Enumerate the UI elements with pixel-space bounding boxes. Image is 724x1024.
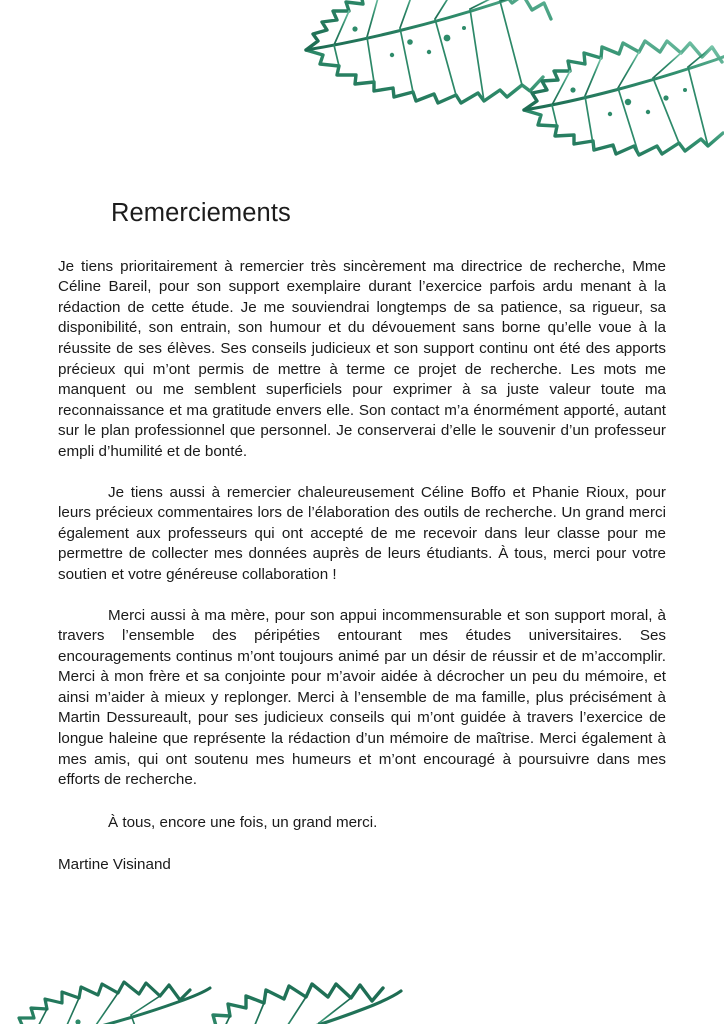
leaf-ornament-top	[292, 0, 724, 182]
signature-name: Martine Visinand	[58, 856, 171, 874]
leaf-shape-a	[306, 0, 560, 103]
leaf-dots-c	[34, 1019, 122, 1024]
leaf-shape-d	[182, 984, 401, 1024]
document-body	[58, 198, 666, 876]
paragraph-3: Merci aussi à ma mère, pour son appui incommensurable et son support moral, à travers l’ensemble des péripéties entourant mes études universitaires. Ses encouragements continus m’ont toujours animé par un désir de réussir et de m’accomplir. Merci à mon frère et sa conjointe pour m’avoir aidée à décrocher un peu du mémoire, et ainsi m’aider à mieux y replonger. Merci à l’ensemble de ma famille, plus précisément à Martin Dessureault, pour ses judicieux conseils qui m’ont guidée à travers l’exercice de longue haleine que représente la rédaction d’un mémoire de maîtrise. Merci également à mes amis, qui ont soutenu mes humeurs et m’ont encouragé à poursuivre dans mes efforts de recherche.	[58, 606, 666, 789]
leaf-shape-b	[524, 41, 724, 155]
page-title: Remerciements	[111, 199, 291, 227]
paragraph-1: Je tiens prioritairement à remercier très sincèrement ma directrice de recherche, Mme Céline Bareil, pour son support exemplaire durant l’exercice parfois ardu menant à la rédaction de cette étude. Je me souviendrai longtemps de sa patience, sa rigueur, sa disponibilité, son entrain, son humour et du dévouement sans borne qu’elle voue à la réussite de ses élèves. Ses conseils judicieux et son support continu ont été des apports précieux qui m’ont permis de mettre à terme ce projet de recherche. Les mots me manquent ou me semblent superficiels pour exprimer à sa juste valeur toute ma reconnaissance et ma gratitude envers elle. Son contact m’a énormément apporté, autant sur le plan professionnel que personnel. Je conserverai d’elle le souvenir d’un professeur empli d’humilité et de bonté.	[58, 257, 666, 460]
leaf-dots-b	[570, 87, 687, 116]
paragraph-2: Je tiens aussi à remercier chaleureusement Céline Boffo et Phanie Rioux, pour leurs précieux commentaires lors de l’élaboration des outils de recherche. Un grand merci également aux professeurs qui ont accepté de me recevoir dans leur classe pour me permettre de collecter mes données auprès de leurs étudiants. À tous, merci pour votre soutien et votre généreuse collaboration !	[58, 483, 666, 583]
leaf-shape-c	[2, 982, 210, 1024]
leaf-dots-a	[352, 26, 466, 57]
closing-line: À tous, encore une fois, un grand merci.	[108, 813, 378, 831]
